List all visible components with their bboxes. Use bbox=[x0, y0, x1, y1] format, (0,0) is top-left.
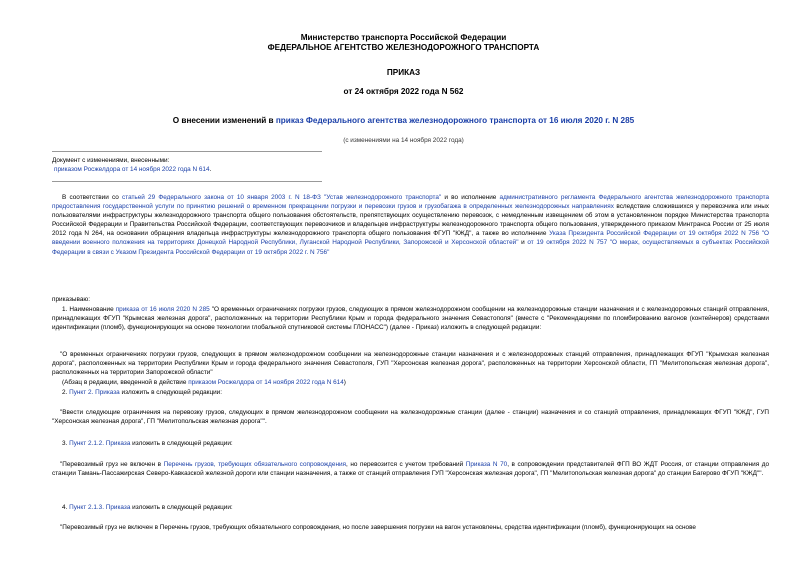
item-2-text-1: 2. bbox=[62, 389, 70, 396]
document-type: ПРИКАЗ bbox=[386, 68, 421, 77]
regulation-link[interactable]: административного регламента Федерального агентства железнодорожного транспорта предоставления государственной услуги по принятию решений о временном прекращении погрузки и перевозки грузов и грузобагажа в определенных железнодорожных направлениях bbox=[52, 194, 770, 211]
item-3 bbox=[52, 439, 769, 448]
note-1-text-2: ) bbox=[343, 379, 346, 386]
item-3-text-1: 3. bbox=[62, 440, 70, 447]
note-1-text-1: (Абзац в редакции, введенной в действие bbox=[62, 379, 189, 386]
item-2 bbox=[52, 388, 769, 397]
document-date-number: от 24 октября 2022 года N 562 bbox=[343, 87, 464, 96]
quote-4: "Перевозимый груз не включен в Перечень грузов, требующих обязательного сопровождения, но после завершения погрузки на вагон установлены, средства идентификации (пломб), функционирующих на основе bbox=[60, 524, 696, 531]
item-4-text-1: 4. bbox=[62, 504, 70, 511]
note-1 bbox=[52, 378, 769, 387]
preamble-text-1: В соответствии со bbox=[62, 194, 123, 201]
item-3-text-2: изложить в следующей редакции: bbox=[130, 440, 233, 447]
order-word: приказываю: bbox=[52, 296, 90, 303]
subject-prefix: О внесении изменений в bbox=[172, 116, 276, 125]
item-1 bbox=[52, 305, 769, 332]
item-1-text-2: "О временных ограничениях погрузки грузов, следующих в прямом железнодорожном сообщении на железнодорожные станции назначения и с железнодорожных станций отправления, принадлежащих ФГУП "Крымская железная дорога", расположенных на территории Республики Крым и города федерального значения Севастополя" (вместе с "Рекомендациями по пломбированию вагонов (контейнеров) средствами идентификации (пломб), функционирующих на основе технологии глобальной спутниковой системы ГЛОНАСС") (далее - Приказ) изложить в следующей редакции: bbox=[52, 306, 769, 332]
order-70-link[interactable]: Приказа N 70 bbox=[465, 461, 508, 468]
changes-label: Документ с изменениями, внесенными: bbox=[52, 157, 170, 164]
item-1-text-1: 1. Наименование bbox=[62, 306, 116, 313]
ministry-name: Министерство транспорта Российской Федерации bbox=[300, 33, 507, 42]
agency-name: ФЕДЕРАЛЬНОЕ АГЕНТСТВО ЖЕЛЕЗНОДОРОЖНОГО ТРАНСПОРТА bbox=[267, 43, 540, 52]
order-285-link[interactable]: приказа от 16 июля 2020 N 285 bbox=[115, 306, 210, 313]
item-2-text-2: изложить в следующей редакции: bbox=[119, 389, 223, 396]
law-article-link[interactable]: статьей 29 Федерального закона от 10 января 2003 г. N 18-ФЗ "Устав железнодорожного транспорта" bbox=[122, 194, 442, 201]
quote-3 bbox=[52, 460, 769, 478]
document-header bbox=[0, 33, 807, 53]
preamble-text-2: и во исполнение bbox=[441, 194, 500, 201]
divider-bottom bbox=[52, 181, 322, 182]
quote-3-text-2: , но перевозится с учетом требований bbox=[346, 461, 466, 468]
item-4 bbox=[52, 503, 769, 512]
divider-top bbox=[52, 151, 322, 152]
preamble-text-4: и bbox=[518, 239, 528, 247]
note-order-614-link[interactable]: приказом Росжелдора от 14 ноября 2022 года N 614 bbox=[188, 379, 344, 386]
subject-order-link[interactable]: приказ Федерального агентства железнодорожного транспорта от 16 июля 2020 г. N 285 bbox=[275, 116, 635, 125]
document-subject bbox=[0, 116, 807, 126]
decree-757-link[interactable]: от 19 октября 2022 N 757 "О мерах, осуществляемых в субъектах Российской Федерации в связи с Указом Президента Российской Федерации от 19 октября 2022 г. N 756" bbox=[52, 239, 769, 256]
changes-suffix: . bbox=[209, 166, 212, 173]
item-2-link[interactable]: Пункт 2. Приказа bbox=[69, 389, 120, 396]
quote-3-text-1: "Перевозимый груз не включен в bbox=[60, 461, 164, 468]
cargo-list-link[interactable]: Перечень грузов, требующих обязательного сопровождения bbox=[163, 461, 347, 468]
item-3-link[interactable]: Пункт 2.1.2. Приказа bbox=[69, 440, 131, 447]
item-4-text-2: изложить в следующей редакции: bbox=[130, 504, 233, 511]
decree-756-link[interactable]: Указа Президента Российской Федерации от 19 октября 2022 N 756 "О введении военного положения на территориях Донецкой Народной Республики, Луганской Народной Республики, Запорожской и Херсонской областей" bbox=[52, 230, 769, 247]
preamble-text-3: вследствие сложившихся у перевозчика или иных пользователями инфраструктуры железнодорожного транспорта общего пользования обстоятельств, препятствующих осуществлению перевозок, с немедленным извещением об этом в установленном порядке Министерства транспорта Российской Федерации и Правительства Российской Федерации, соответствующих перевозчиков и владельцев инфраструктуры железнодорожного транспорта общего пользования, утвержденного приказом Минтранса России от 25 июля 2012 года N 264, на основании обращения владельца инфраструктуры железнодорожного транспорта общего пользования ФГУП "КЖД", а также во исполнение bbox=[52, 203, 769, 238]
changes-box bbox=[52, 156, 211, 174]
quote-3-text-3: , в сопровождении представителей ФГП ВО ЖДТ Россия, от станции отправления до станции Тамань-Пассажирская Северо-Кавказской железной дороги или станции назначения, а также от станций отправления ГУП "Херсонская железная дорога", ГП "Мелитопольская железная дорога" до станции Багерово ФГУП "КЖД"". bbox=[52, 461, 769, 478]
quote-2: "Ввести следующие ограничения на перевозку грузов, следующих в прямом железнодорожном сообщении на железнодорожные станции (далее - станции) назначения и со станций отправления, принадлежащих ФГУП "КЖД", ГУП "Херсонская железная дорога", ГП "Мелитопольская железная дорога"". bbox=[52, 409, 769, 426]
edition-note: (с изменениями на 14 ноября 2022 года) bbox=[343, 137, 464, 144]
item-4-link[interactable]: Пункт 2.1.3. Приказа bbox=[69, 504, 131, 511]
quote-1: "О временных ограничениях погрузки грузов, следующих в прямом железнодорожном сообщении на железнодорожные станции назначения и с железнодорожных станций отправления, принадлежащих ФГУП "Крымская железная дорога", расположенных на территории Республики Крым и города федерального значения Севастополя, ГУП "Херсонская железная дорога", расположенных на территории Херсонской области, ГП "Мелитопольская железная дорога", расположенных на территории Запорожской области" bbox=[52, 351, 769, 377]
preamble-paragraph bbox=[52, 193, 769, 257]
amending-order-link[interactable]: приказом Росжелдора от 14 ноября 2022 года N 614 bbox=[54, 166, 210, 173]
